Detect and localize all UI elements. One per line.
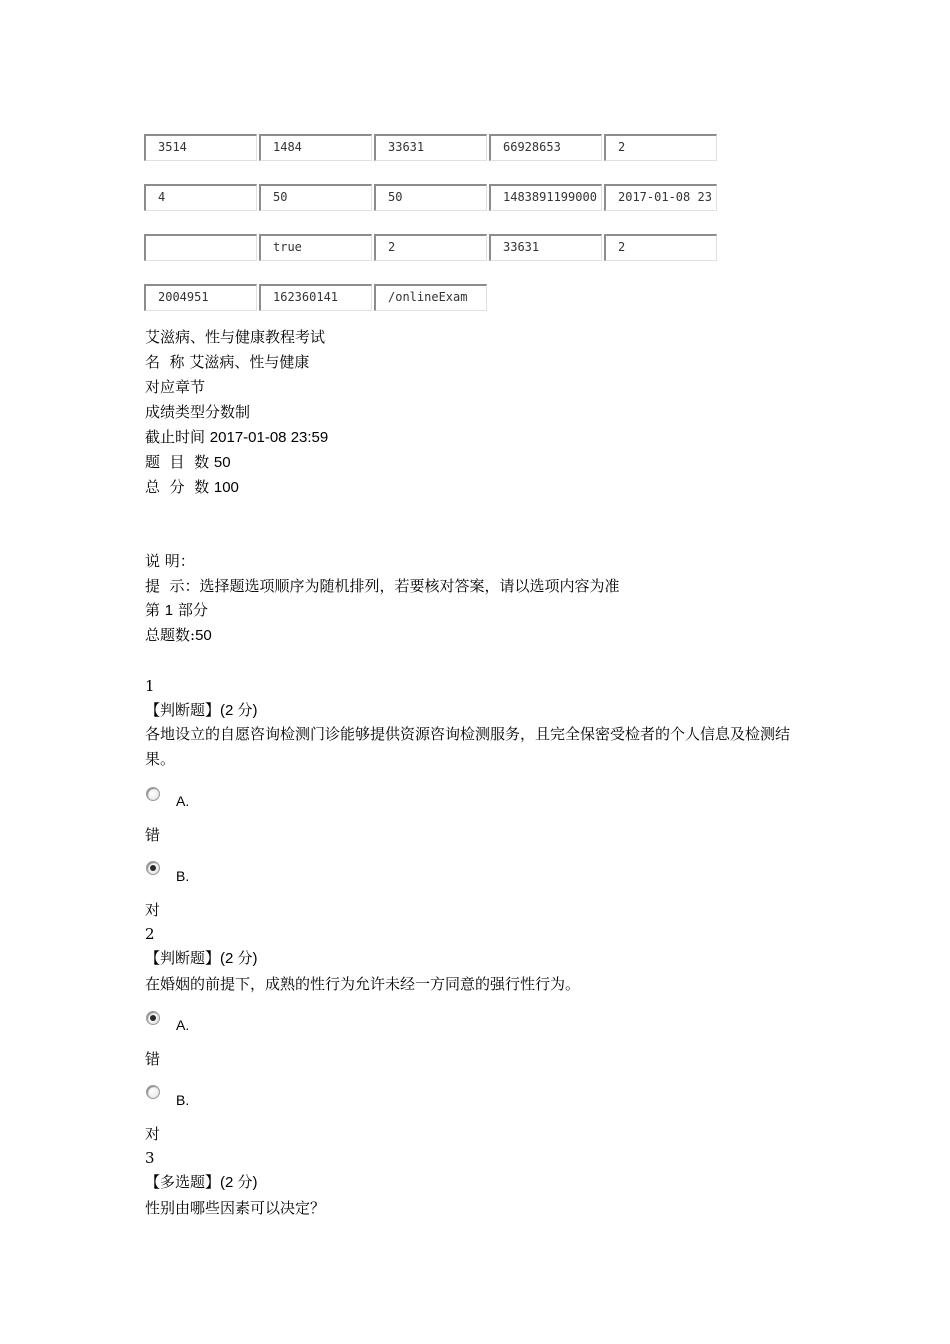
- exam-chapter-label: 对应章节: [145, 378, 206, 396]
- question-type: 【判断题】: [145, 949, 221, 967]
- text-field[interactable]: 50: [259, 184, 372, 211]
- option-radio-a[interactable]: [146, 787, 160, 801]
- hint-row: [145, 576, 620, 596]
- text-field[interactable]: 1484: [259, 134, 372, 161]
- deadline-label: 截止时间: [145, 428, 206, 446]
- part-heading: [145, 600, 208, 621]
- option-letter: A.: [176, 793, 190, 809]
- option-text: 错: [145, 1050, 161, 1068]
- question-points: (2 分): [220, 702, 258, 719]
- text-field[interactable]: 50: [374, 184, 487, 211]
- text-field[interactable]: /onlineExam: [374, 284, 487, 311]
- question-number: 2: [145, 925, 155, 943]
- text-field[interactable]: 4: [144, 184, 257, 211]
- text-field[interactable]: true: [259, 234, 372, 261]
- text-field[interactable]: [144, 234, 257, 261]
- total-score-value: 100: [213, 479, 239, 496]
- question-text: 性别由哪些因素可以决定？: [145, 1199, 326, 1217]
- question-points: (2 分): [220, 950, 258, 967]
- total-score-label: 总 分 数: [145, 478, 210, 496]
- text-field[interactable]: 162360141: [259, 284, 372, 311]
- text-field[interactable]: 3514: [144, 134, 257, 161]
- text-field[interactable]: 33631: [374, 134, 487, 161]
- option-letter: B.: [176, 1092, 190, 1108]
- part-number: 1: [164, 602, 174, 619]
- option-letter: B.: [176, 868, 190, 884]
- explain-label: 说 明：: [145, 552, 195, 570]
- exam-name-row: [145, 352, 309, 372]
- option-text: 对: [145, 901, 161, 919]
- question-points: (2 分): [220, 1174, 258, 1191]
- text-field[interactable]: 2: [374, 234, 487, 261]
- option-radio-b[interactable]: [146, 1085, 160, 1099]
- exam-name-value: 艾滋病、性与健康: [189, 353, 310, 371]
- text-field[interactable]: 2: [604, 234, 717, 261]
- deadline-value: 2017-01-08 23:59: [209, 429, 329, 446]
- total-questions-label: 总题数:: [145, 626, 196, 644]
- text-field[interactable]: 66928653: [489, 134, 602, 161]
- question-text: 在婚姻的前提下，成熟的性行为允许未经一方同意的强行性行为。: [145, 975, 581, 993]
- exam-title: 艾滋病、性与健康教程考试: [145, 328, 326, 346]
- option-letter: A.: [176, 1017, 190, 1033]
- exam-deadline-row: [145, 427, 328, 448]
- option-radio-b[interactable]: [146, 861, 160, 875]
- grade-type-label: 成绩类型: [145, 403, 206, 421]
- text-field[interactable]: 1483891199000: [489, 184, 602, 211]
- text-field[interactable]: 2017-01-08 23: [604, 184, 717, 211]
- option-text: 对: [145, 1125, 161, 1143]
- option-text: 错: [145, 826, 161, 844]
- question-number: 3: [145, 1149, 155, 1167]
- text-field[interactable]: 33631: [489, 234, 602, 261]
- total-questions-row: [145, 625, 212, 646]
- question-type-row: [145, 700, 258, 721]
- part-label: 第: [145, 601, 161, 619]
- exam-grade-type-row: [145, 402, 250, 422]
- question-type: 【判断题】: [145, 701, 221, 719]
- total-questions-value: 50: [195, 627, 212, 644]
- question-type-row: [145, 1172, 258, 1193]
- question-number: 1: [145, 677, 155, 695]
- question-type-row: [145, 948, 258, 969]
- question-text: 各地设立的自愿咨询检测门诊能够提供资源咨询检测服务，且完全保密受检者的个人信息及检测结果。: [145, 725, 791, 768]
- exam-name-label: 名 称: [145, 353, 185, 371]
- exam-total-score-row: [145, 477, 239, 498]
- text-field[interactable]: 2004951: [144, 284, 257, 311]
- hint-label: 提 示：: [145, 577, 200, 595]
- question-count-value: 50: [213, 454, 231, 471]
- text-field[interactable]: 2: [604, 134, 717, 161]
- question-type: 【多选题】: [145, 1173, 221, 1191]
- option-radio-a[interactable]: [146, 1011, 160, 1025]
- hint-text: 选择题选项顺序为随机排列，若要核对答案，请以选项内容为准: [199, 577, 620, 595]
- question-count-label: 题 目 数: [145, 453, 210, 471]
- part-suffix: 部分: [177, 601, 208, 619]
- exam-question-count-row: [145, 452, 231, 473]
- grade-type-value: 分数制: [205, 403, 251, 421]
